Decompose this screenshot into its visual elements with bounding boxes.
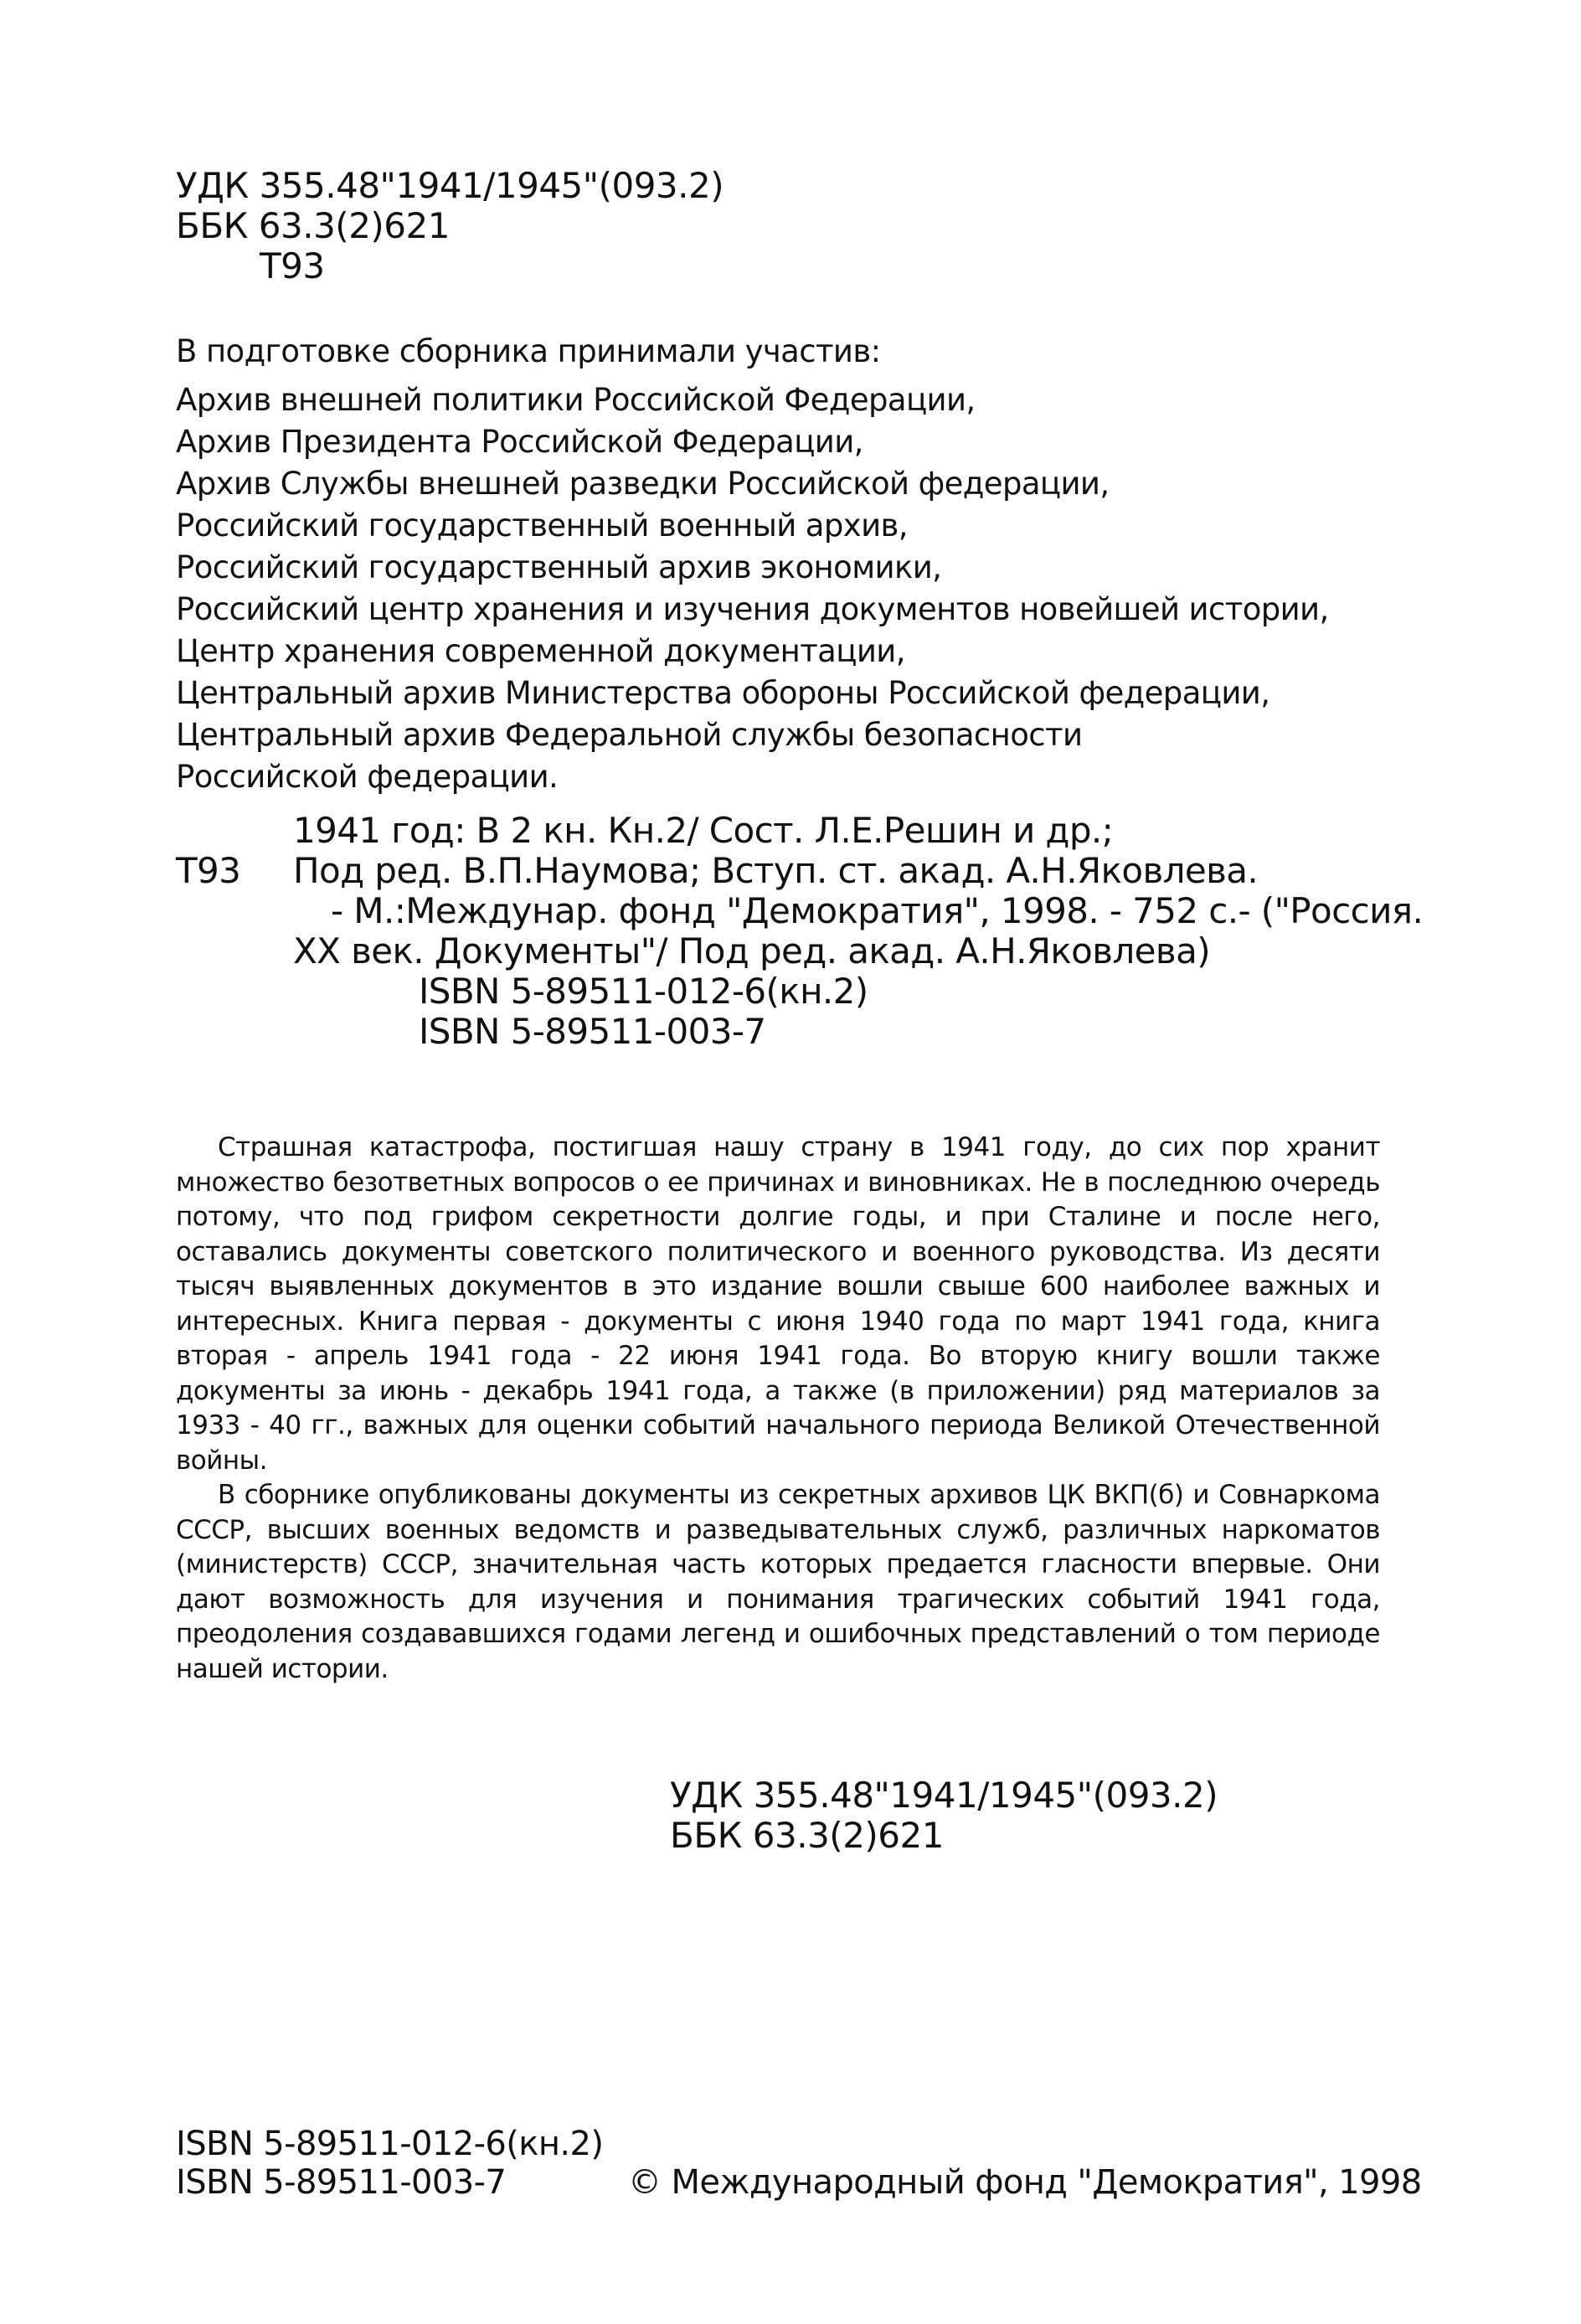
biblio-series-line: XX век. Документы"/ Под ред. акад. А.Н.Яковлева) bbox=[293, 930, 1210, 971]
contributor-line: Архив Президента Российской Федерации, bbox=[176, 424, 863, 460]
udk-code: УДК 355.48"1941/1945"(093.2) bbox=[176, 165, 724, 206]
contributor-line: Российский центр хранения и изучения документов новейшей истории, bbox=[176, 591, 1329, 627]
biblio-code: Т93 bbox=[176, 850, 241, 891]
contributor-line: Российский государственный архив экономики, bbox=[176, 549, 942, 585]
top-classification bbox=[176, 166, 724, 286]
udk-code: УДК 355.48"1941/1945"(093.2) bbox=[670, 1775, 1218, 1816]
contributors-intro: В подготовке сборника принимали участив: bbox=[176, 333, 881, 369]
contributor-line: Центральный архив Федеральной службы безопасности bbox=[176, 717, 1083, 753]
biblio-editor-line bbox=[176, 851, 1423, 891]
contributor-line: Российский государственный военный архив, bbox=[176, 508, 908, 544]
author-mark: Т93 bbox=[260, 245, 325, 286]
biblio-isbn-2: ISBN 5-89511-003-7 bbox=[419, 1011, 766, 1052]
biblio-publisher-line: - М.:Междунар. фонд "Демократия", 1998. - 752 с.- ("Россия. bbox=[331, 890, 1424, 931]
contributor-line: Центральный архив Министерства обороны Российской федерации, bbox=[176, 675, 1270, 711]
annotation-paragraph: В сборнике опубликованы документы из секретных архивов ЦК ВКП(б) и Совнаркома СССР, высших военных ведомств и разведывательных служб, различных наркоматов (министерств) СССР, значительная часть которых предается гласности впервые. Они дают возможность для изучения и понимания трагических событий 1941 года, преодоления создававшихся годами легенд и ошибочных представлений о том периоде нашей истории. bbox=[176, 1480, 1380, 1684]
contributor-line: Центр хранения современной документации, bbox=[176, 633, 905, 669]
footer-isbn-1: ISBN 5-89511-012-6(кн.2) bbox=[176, 2125, 604, 2163]
bbk-code: ББК 63.3(2)621 bbox=[176, 205, 450, 246]
footer-isbn-2: ISBN 5-89511-003-7 bbox=[176, 2163, 507, 2202]
annotation bbox=[176, 1131, 1380, 1687]
copyright-notice: © Международный фонд "Демократия", 1998 bbox=[628, 2163, 1422, 2202]
bibliographic-record bbox=[176, 811, 1423, 1052]
contributor-line: Архив Службы внешней разведки Российской федерации, bbox=[176, 466, 1110, 502]
contributors-section bbox=[176, 331, 1329, 798]
biblio-isbn-1: ISBN 5-89511-012-6(кн.2) bbox=[419, 971, 868, 1012]
biblio-editor-text: Под ред. В.П.Наумова; Вступ. ст. акад. А.Н.Яковлева. bbox=[293, 850, 1259, 891]
bbk-code: ББК 63.3(2)621 bbox=[670, 1815, 944, 1856]
contributor-line: Архив внешней политики Российской Федерации, bbox=[176, 382, 976, 418]
bottom-classification bbox=[670, 1775, 1218, 1856]
contributor-line: Российской федерации. bbox=[176, 759, 559, 795]
annotation-paragraph: Страшная катастрофа, постигшая нашу страну в 1941 году, до сих пор хранит множество безответных вопросов о ее причинах и виновниках. Не в последнюю очередь потому, что под грифом секретности долгие годы, и при Сталине и после него, оставались документы советского политического и военного руководства. Из десяти тысяч выявленных документов в это издание вошли свыше 600 наиболее важных и интересных. Книга первая - документы с июня 1940 года по март 1941 года, книга вторая - апрель 1941 года - 22 июня 1941 года. Во вторую книгу вошли также документы за июнь - декабрь 1941 года, а также (в приложении) ряд материалов за 1933 - 40 гг., важных для оценки событий начального периода Великой Отечественной войны. bbox=[176, 1132, 1380, 1476]
footer bbox=[176, 2125, 1422, 2202]
biblio-title-line: 1941 год: В 2 кн. Кн.2/ Сост. Л.Е.Решин и др.; bbox=[293, 810, 1114, 851]
